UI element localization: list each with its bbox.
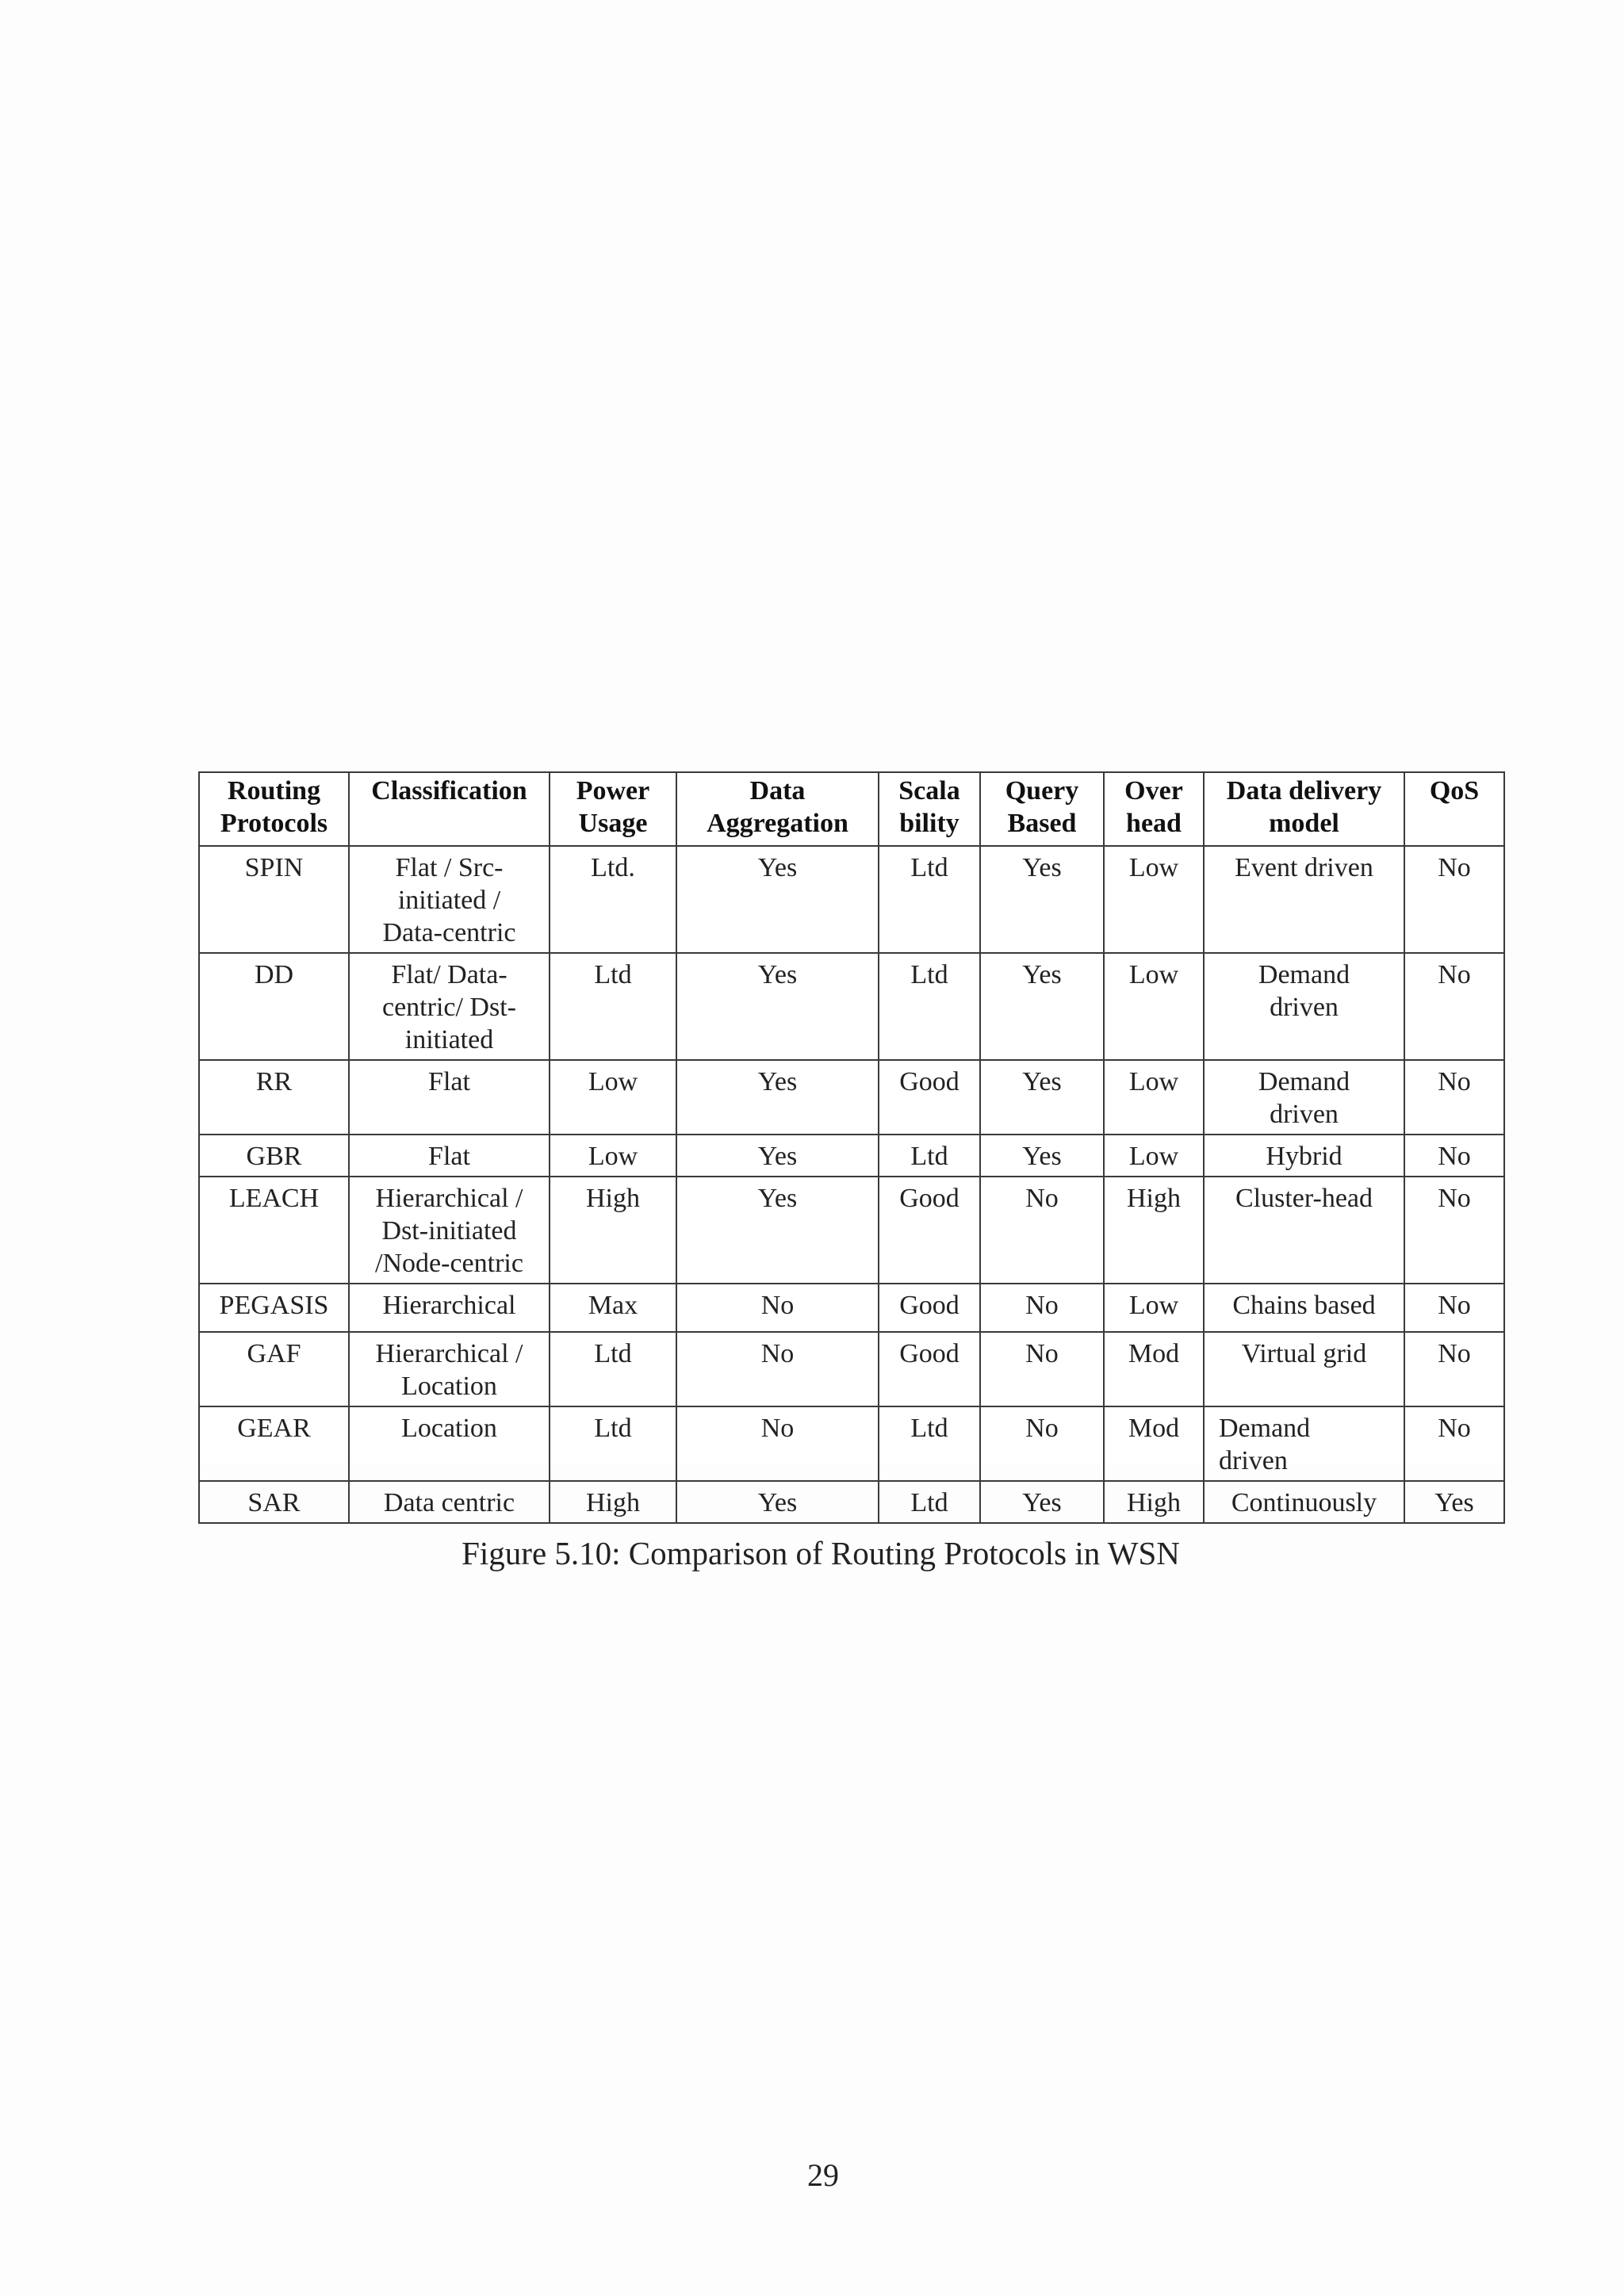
cell-line: Low <box>1128 960 1179 989</box>
header-cell <box>1404 772 1504 846</box>
cell-line: No <box>1438 1291 1471 1320</box>
table-row <box>199 1135 1504 1177</box>
figure-image <box>198 771 1503 1517</box>
table-row <box>199 1060 1504 1135</box>
cell-line: Flat / Src- <box>395 853 504 882</box>
cell-line: /Node-centric <box>375 1249 523 1278</box>
table-cell <box>1404 1060 1504 1135</box>
cell-line: Flat <box>428 1067 470 1096</box>
cell-line: Good <box>899 1184 959 1213</box>
table-cell <box>980 1332 1104 1406</box>
cell-line: initiated <box>404 1025 494 1054</box>
cell-line: Location <box>401 1414 497 1443</box>
table-cell <box>1104 1060 1204 1135</box>
table-row <box>199 953 1504 1060</box>
cell-line: Low <box>588 1067 638 1096</box>
cell-line: No <box>1025 1339 1059 1368</box>
table-cell <box>879 1060 980 1135</box>
table-cell <box>1204 1284 1404 1332</box>
table-cell <box>1104 1177 1204 1284</box>
table-cell <box>349 1406 550 1481</box>
cell-line: PEGASIS <box>219 1291 329 1320</box>
cell-line: Data centric <box>383 1488 515 1517</box>
table-cell <box>550 1177 676 1284</box>
table-cell <box>879 1284 980 1332</box>
header-cell <box>676 772 879 846</box>
cell-line: No <box>760 1291 795 1320</box>
table-cell <box>199 1177 349 1284</box>
cell-line: No <box>1025 1184 1059 1213</box>
cell-line: Yes <box>1022 960 1062 989</box>
table-cell <box>550 1332 676 1406</box>
table-cell <box>980 1060 1104 1135</box>
cell-line: Routing <box>227 776 321 806</box>
table-row <box>199 1177 1504 1284</box>
table-cell <box>1104 953 1204 1060</box>
cell-line: Ltd <box>910 960 948 989</box>
cell-line: Continuously <box>1231 1488 1377 1517</box>
cell-line: model <box>1269 809 1339 838</box>
cell-line: Low <box>1128 1142 1179 1171</box>
cell-line: No <box>1025 1291 1059 1320</box>
cell-line: Mod <box>1128 1339 1180 1368</box>
table-cell <box>879 953 980 1060</box>
cell-line: RR <box>255 1067 293 1096</box>
cell-line: driven <box>1219 1446 1288 1475</box>
cell-line: Yes <box>757 1184 798 1213</box>
table-cell <box>676 1332 879 1406</box>
header-cell <box>349 772 550 846</box>
cell-line: High <box>586 1184 640 1213</box>
cell-line: Low <box>1128 1067 1179 1096</box>
cell-line: Ltd <box>910 853 948 882</box>
table-cell <box>1204 1177 1404 1284</box>
table-cell <box>1204 1060 1404 1135</box>
cell-line: DD <box>254 960 294 989</box>
table-cell <box>199 953 349 1060</box>
table-cell <box>550 846 676 953</box>
cell-line: Query <box>1005 776 1079 806</box>
table-cell <box>879 1332 980 1406</box>
table-cell <box>980 1406 1104 1481</box>
cell-line: Dst-initiated <box>381 1216 517 1246</box>
cell-line: Yes <box>757 1488 798 1517</box>
cell-line: Data delivery <box>1226 776 1382 806</box>
cell-line: No <box>1438 1142 1471 1171</box>
table-cell <box>349 1481 550 1523</box>
table-cell <box>349 1284 550 1332</box>
cell-line: initiated / <box>397 886 501 915</box>
table-cell <box>199 846 349 953</box>
cell-line: GEAR <box>237 1414 311 1443</box>
table-row <box>199 1406 1504 1481</box>
table-cell <box>879 1406 980 1481</box>
cell-line: Aggregation <box>707 809 848 838</box>
cell-line: driven <box>1270 993 1339 1022</box>
table-cell <box>980 1284 1104 1332</box>
table-row <box>199 1284 1504 1332</box>
cell-line: Yes <box>757 853 798 882</box>
table-cell <box>980 1177 1104 1284</box>
cell-line: Max <box>588 1291 638 1320</box>
cell-line: Low <box>1128 853 1179 882</box>
cell-line: Ltd <box>594 1414 632 1443</box>
cell-line: High <box>1127 1184 1181 1213</box>
table-cell <box>1104 846 1204 953</box>
cell-line: Hierarchical / <box>375 1184 523 1213</box>
cell-line: Usage <box>578 809 648 838</box>
table-cell <box>1404 1481 1504 1523</box>
cell-line: GBR <box>246 1142 302 1171</box>
cell-line: Over <box>1124 776 1183 806</box>
cell-line: High <box>586 1488 640 1517</box>
table-cell <box>550 1406 676 1481</box>
table-cell <box>349 1135 550 1177</box>
routing-comparison-table <box>198 771 1505 1524</box>
table-row <box>199 1332 1504 1406</box>
table-cell <box>676 1135 879 1177</box>
cell-line: Mod <box>1128 1414 1180 1443</box>
table-cell <box>879 1177 980 1284</box>
cell-line: Good <box>899 1339 959 1368</box>
cell-line: driven <box>1270 1100 1339 1129</box>
table-cell <box>199 1406 349 1481</box>
table-cell <box>1204 953 1404 1060</box>
cell-line: No <box>1438 1339 1471 1368</box>
cell-line: Data <box>749 776 806 806</box>
cell-line: Flat/ Data- <box>391 960 508 989</box>
table-row <box>199 1481 1504 1523</box>
table-cell <box>349 953 550 1060</box>
table-cell <box>676 1284 879 1332</box>
table-cell <box>980 953 1104 1060</box>
cell-line: Low <box>1128 1291 1179 1320</box>
table-cell <box>1104 1481 1204 1523</box>
cell-line: Based <box>1007 809 1077 838</box>
table-cell <box>1404 1332 1504 1406</box>
table-cell <box>1204 1406 1404 1481</box>
table-cell <box>1404 1284 1504 1332</box>
cell-line: SAR <box>247 1488 301 1517</box>
cell-line: Location <box>401 1372 497 1401</box>
cell-line: centric/ Dst- <box>382 993 516 1022</box>
header-cell <box>980 772 1104 846</box>
cell-line: Power <box>576 776 650 806</box>
table-cell <box>349 1177 550 1284</box>
table-cell <box>1204 846 1404 953</box>
table-cell <box>1104 1135 1204 1177</box>
table-cell <box>550 953 676 1060</box>
table-cell <box>1204 1135 1404 1177</box>
cell-line: No <box>1438 1067 1471 1096</box>
header-cell <box>879 772 980 846</box>
cell-line: Ltd <box>594 960 632 989</box>
cell-line: Data-centric <box>382 918 516 947</box>
table-row <box>199 846 1504 953</box>
cell-line: Yes <box>757 1067 798 1096</box>
header-cell <box>1204 772 1404 846</box>
table-cell <box>1404 953 1504 1060</box>
page-number: 29 <box>807 2157 839 2193</box>
table-cell <box>1404 1177 1504 1284</box>
cell-line: No <box>1438 1414 1471 1443</box>
table-cell <box>550 1481 676 1523</box>
table-cell <box>1404 1135 1504 1177</box>
table-body <box>199 846 1504 1523</box>
cell-line: No <box>1438 960 1471 989</box>
table-cell <box>550 1135 676 1177</box>
cell-line: Ltd <box>910 1488 948 1517</box>
table-cell <box>879 1481 980 1523</box>
cell-line: No <box>760 1339 795 1368</box>
cell-line: Flat <box>428 1142 470 1171</box>
cell-line: No <box>1438 853 1471 882</box>
cell-line: No <box>1438 1184 1471 1213</box>
cell-line: Ltd <box>910 1414 948 1443</box>
cell-line: Scala <box>898 776 960 806</box>
cell-line: Yes <box>757 1142 798 1171</box>
table-cell <box>1204 1481 1404 1523</box>
table-cell <box>1104 1284 1204 1332</box>
cell-line: Demand <box>1258 960 1350 989</box>
cell-line: Yes <box>1434 1488 1474 1517</box>
cell-line: bility <box>899 809 959 838</box>
cell-line: Yes <box>757 960 798 989</box>
cell-line: Good <box>899 1067 959 1096</box>
cell-line: SPIN <box>244 853 304 882</box>
table-cell <box>1104 1406 1204 1481</box>
table-cell <box>349 846 550 953</box>
table-cell <box>349 1332 550 1406</box>
cell-line: Cluster-head <box>1235 1184 1373 1213</box>
cell-line: Hybrid <box>1266 1142 1342 1171</box>
table-cell <box>1204 1332 1404 1406</box>
cell-line: Yes <box>1022 1067 1062 1096</box>
table-cell <box>676 1177 879 1284</box>
table-cell <box>199 1060 349 1135</box>
cell-line: Virtual grid <box>1241 1339 1367 1368</box>
cell-line: No <box>760 1414 795 1443</box>
table-cell <box>676 846 879 953</box>
table-cell <box>676 1406 879 1481</box>
table-cell <box>1404 1406 1504 1481</box>
header-cell <box>199 772 349 846</box>
cell-line: Demand <box>1258 1067 1350 1096</box>
table-header-row <box>199 772 1504 846</box>
cell-line: Low <box>588 1142 638 1171</box>
cell-line: Hierarchical <box>382 1291 516 1320</box>
table-cell <box>199 1284 349 1332</box>
header-cell <box>1104 772 1204 846</box>
cell-line: Ltd <box>910 1142 948 1171</box>
cell-line: Hierarchical / <box>375 1339 523 1368</box>
cell-line: Yes <box>1022 853 1062 882</box>
table-cell <box>676 953 879 1060</box>
table-cell <box>980 1135 1104 1177</box>
cell-line: head <box>1126 809 1182 838</box>
table-cell <box>199 1332 349 1406</box>
table-cell <box>879 1135 980 1177</box>
cell-line: LEACH <box>228 1184 320 1213</box>
table-cell <box>980 846 1104 953</box>
cell-line: Chains based <box>1232 1291 1376 1320</box>
table-cell <box>879 846 980 953</box>
table-cell <box>199 1135 349 1177</box>
cell-line: Good <box>899 1291 959 1320</box>
table-cell <box>199 1481 349 1523</box>
cell-line: Classification <box>371 776 527 806</box>
cell-line: Yes <box>1022 1142 1062 1171</box>
cell-line: Ltd. <box>591 853 635 882</box>
table-cell <box>1404 846 1504 953</box>
cell-line: High <box>1127 1488 1181 1517</box>
cell-line: Protocols <box>220 809 328 838</box>
table-cell <box>676 1060 879 1135</box>
cell-line: QoS <box>1429 776 1480 806</box>
table-cell <box>550 1060 676 1135</box>
table-cell <box>550 1284 676 1332</box>
header-cell <box>550 772 676 846</box>
cell-line: Demand <box>1219 1414 1311 1443</box>
table-cell <box>1104 1332 1204 1406</box>
cell-line: Ltd <box>594 1339 632 1368</box>
figure-caption: Figure 5.10: Comparison of Routing Protocols in WSN <box>462 1535 1180 1571</box>
table-cell <box>349 1060 550 1135</box>
cell-line: Event driven <box>1235 853 1373 882</box>
table-cell <box>676 1481 879 1523</box>
cell-line: Yes <box>1022 1488 1062 1517</box>
cell-line: GAF <box>247 1339 301 1368</box>
table-cell <box>980 1481 1104 1523</box>
cell-line: No <box>1025 1414 1059 1443</box>
